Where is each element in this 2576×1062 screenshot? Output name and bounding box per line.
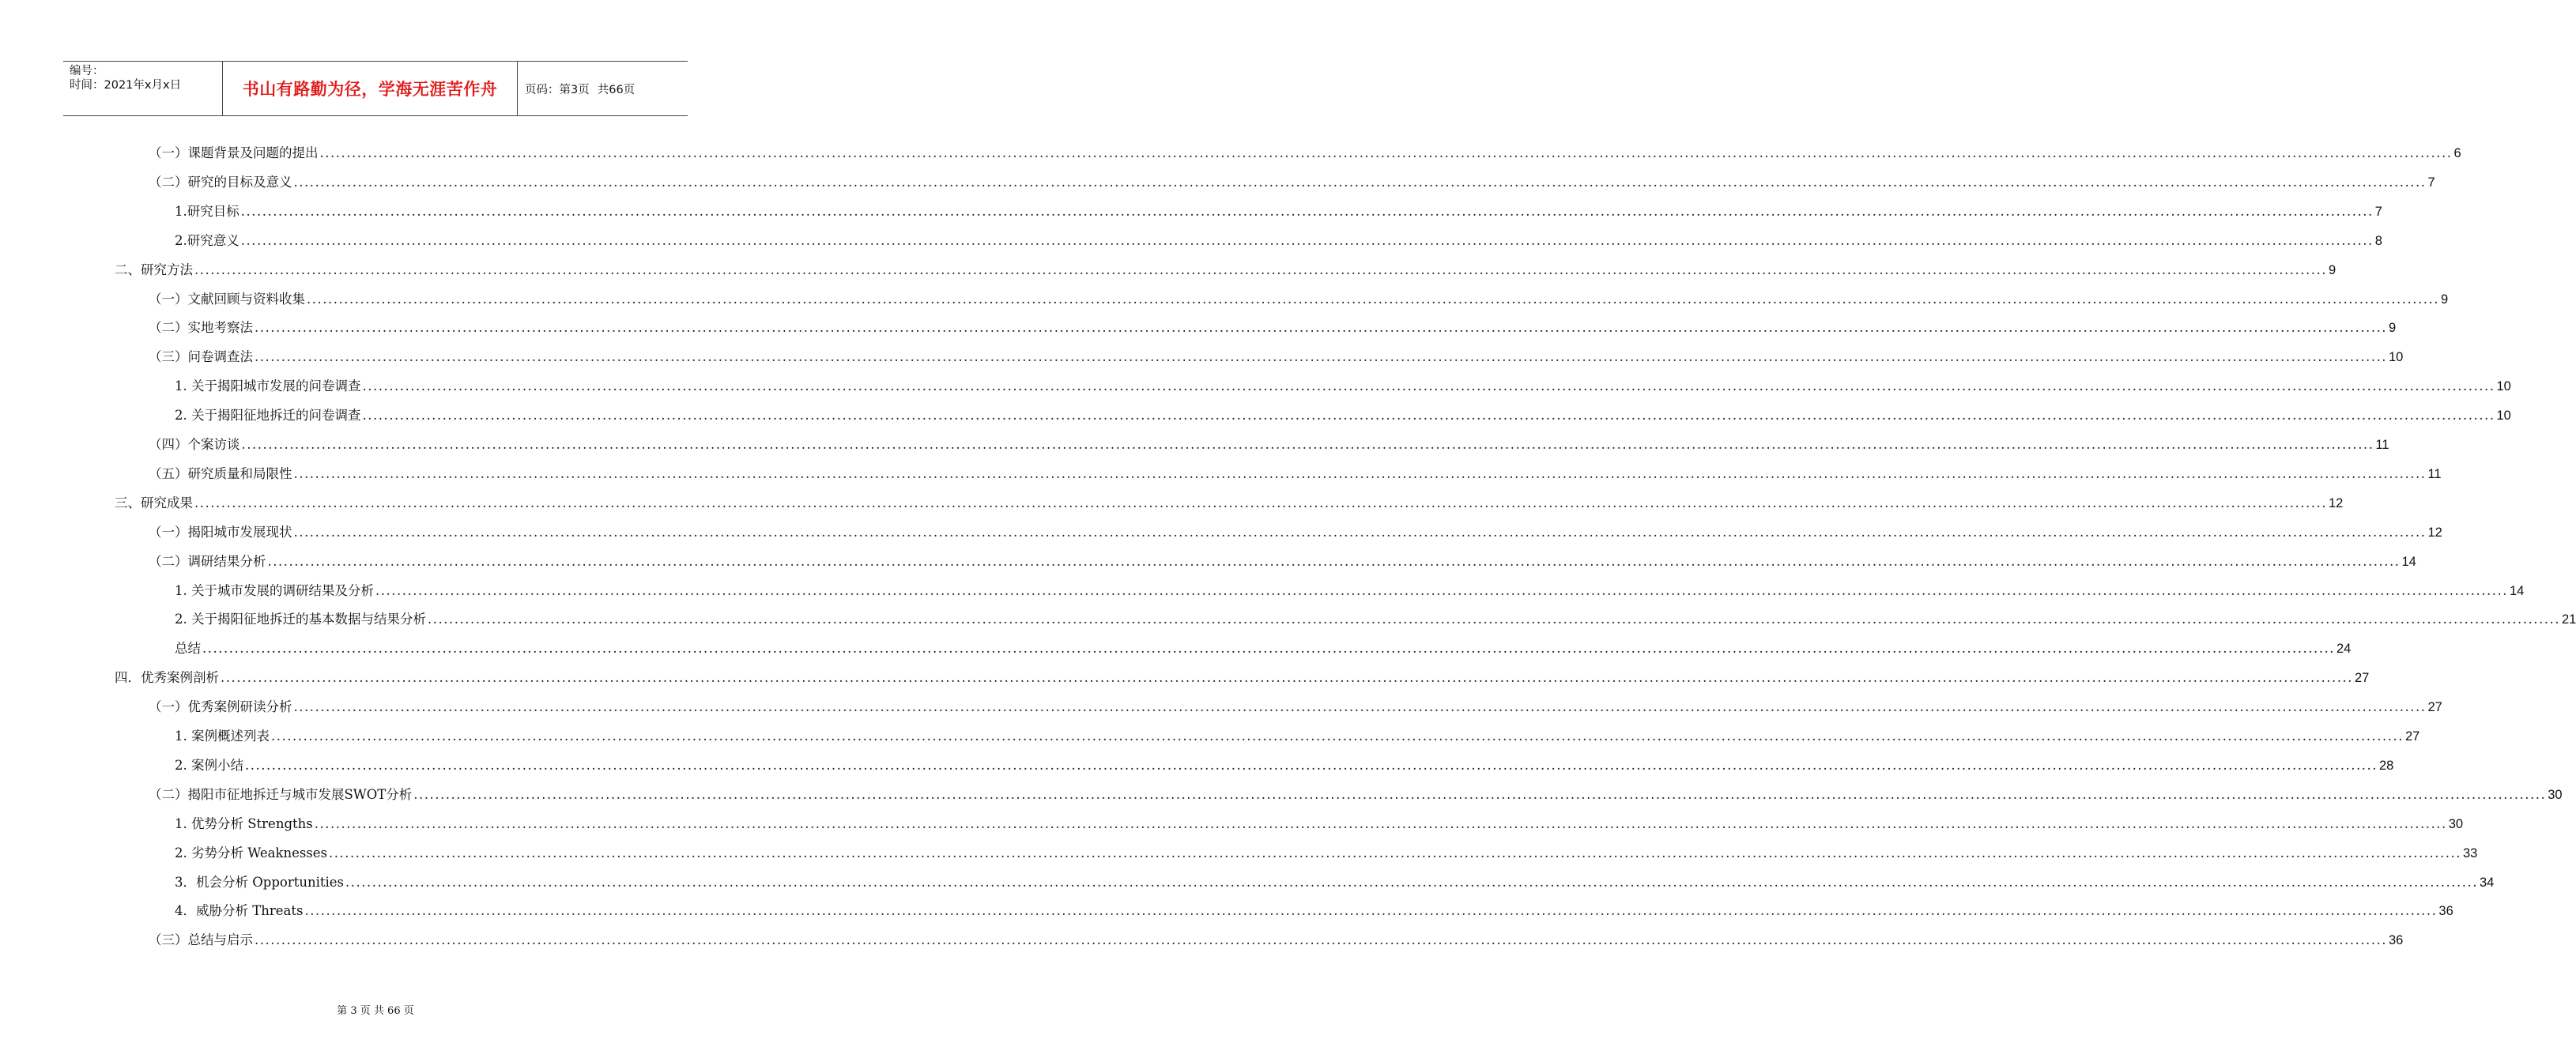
toc-entry[interactable] bbox=[175, 571, 2525, 599]
toc-entry-title: （五）研究质量和局限性 bbox=[149, 465, 292, 481]
toc-entry-title: 4．威胁分析 Threats bbox=[175, 903, 304, 919]
toc-entry-title: （一）优秀案例研读分析 bbox=[149, 699, 292, 715]
toc-entry[interactable] bbox=[115, 657, 2370, 686]
header-page-info bbox=[517, 62, 688, 115]
toc-entry-page: 14 bbox=[2509, 583, 2525, 598]
toc-entry[interactable] bbox=[149, 541, 2416, 570]
header-meta bbox=[63, 62, 223, 115]
toc-entry[interactable] bbox=[175, 891, 2453, 919]
toc-entry[interactable] bbox=[175, 862, 2495, 891]
toc-entry-title: （二）实地考察法 bbox=[149, 320, 253, 336]
toc-entry-page: 30 bbox=[2448, 816, 2464, 831]
toc-entry-page: 9 bbox=[2440, 292, 2449, 307]
toc-dot-leader: ................................................................................................................................................................................................................................................................................................................................................................................................................ bbox=[362, 378, 2495, 394]
toc-entry[interactable] bbox=[149, 774, 2563, 803]
toc-dot-leader: ................................................................................................................................................................................................................................................................................................................................................................................................................ bbox=[345, 874, 2478, 890]
toc-dot-leader: ................................................................................................................................................................................................................................................................................................................................................................................................................ bbox=[255, 349, 2387, 365]
toc-entry-page: 8 bbox=[2374, 233, 2382, 248]
toc-entry-page: 12 bbox=[2328, 495, 2344, 510]
toc-entry-page: 28 bbox=[2378, 758, 2394, 773]
toc-entry-title: （二）揭阳市征地拆迁与城市发展SWOT分析 bbox=[149, 786, 413, 802]
toc-entry[interactable] bbox=[149, 920, 2404, 948]
toc-entry[interactable] bbox=[149, 162, 2435, 190]
toc-entry-page: 30 bbox=[2548, 787, 2563, 802]
toc-dot-leader: ................................................................................................................................................................................................................................................................................................................................................................................................................ bbox=[362, 408, 2495, 424]
toc-dot-leader: ................................................................................................................................................................................................................................................................................................................................................................................................................ bbox=[314, 815, 2447, 831]
toc-dot-leader: ................................................................................................................................................................................................................................................................................................................................................................................................................ bbox=[194, 262, 2327, 277]
toc-entry-title: （四）个案访谈 bbox=[149, 437, 240, 452]
toc-entry[interactable] bbox=[175, 628, 2352, 657]
toc-entry[interactable] bbox=[175, 395, 2511, 424]
toc-entry-page: 12 bbox=[2427, 525, 2442, 540]
toc-entry[interactable] bbox=[149, 512, 2442, 540]
toc-dot-leader: ................................................................................................................................................................................................................................................................................................................................................................................................................ bbox=[304, 903, 2438, 919]
toc-dot-leader: ................................................................................................................................................................................................................................................................................................................................................................................................................ bbox=[255, 320, 2387, 336]
page-footer bbox=[0, 1002, 751, 1017]
toc-entry-page: 10 bbox=[2496, 379, 2511, 394]
toc-entry[interactable] bbox=[175, 804, 2464, 832]
toc-entry-page: 27 bbox=[2404, 729, 2420, 744]
toc-dot-leader: ................................................................................................................................................................................................................................................................................................................................................................................................................ bbox=[240, 232, 2374, 248]
toc-entry[interactable] bbox=[149, 133, 2461, 161]
toc-entry-page: 34 bbox=[2479, 875, 2495, 890]
page-label: 页码：第3页 bbox=[525, 83, 590, 96]
toc-entry-title: 1. 关于揭阳城市发展的问卷调查 bbox=[175, 378, 361, 394]
toc-dot-leader: ................................................................................................................................................................................................................................................................................................................................................................................................................ bbox=[194, 495, 2327, 510]
toc-dot-leader: ................................................................................................................................................................................................................................................................................................................................................................................................................ bbox=[329, 845, 2461, 861]
toc-entry-title: 2. 劣势分析 Weaknesses bbox=[175, 845, 328, 861]
toc-entry-title: （一）揭阳城市发展现状 bbox=[149, 524, 292, 540]
toc-entry-title: 1. 案例概述列表 bbox=[175, 729, 270, 744]
toc-entry-page: 10 bbox=[2388, 350, 2404, 365]
toc-entry-page: 14 bbox=[2401, 554, 2416, 569]
toc-entry-title: 1. 关于城市发展的调研结果及分析 bbox=[175, 582, 374, 598]
toc-entry[interactable] bbox=[175, 220, 2382, 249]
toc-entry-title: 1. 优势分析 Strengths bbox=[175, 815, 313, 831]
number-label: 编号： bbox=[70, 65, 104, 77]
toc-entry-title: 三、研究成果 bbox=[115, 495, 193, 510]
toc-entry[interactable] bbox=[175, 716, 2420, 744]
toc-entry[interactable] bbox=[149, 279, 2449, 307]
toc-dot-leader: ................................................................................................................................................................................................................................................................................................................................................................................................................ bbox=[293, 699, 2427, 715]
toc-dot-leader: ................................................................................................................................................................................................................................................................................................................................................................................................................ bbox=[202, 641, 2335, 657]
toc-dot-leader: ................................................................................................................................................................................................................................................................................................................................................................................................................ bbox=[428, 612, 2560, 627]
toc-dot-leader: ................................................................................................................................................................................................................................................................................................................................................................................................................ bbox=[241, 437, 2374, 452]
footer-page-text: 第 3 页 共 66 页 bbox=[337, 1005, 414, 1017]
toc-entry-page: 33 bbox=[2462, 845, 2478, 861]
toc-dot-leader: ................................................................................................................................................................................................................................................................................................................................................................................................................ bbox=[267, 553, 2401, 569]
toc-dot-leader: ................................................................................................................................................................................................................................................................................................................................................................................................................ bbox=[319, 145, 2453, 160]
toc-entry-title: 3．机会分析 Opportunities bbox=[175, 874, 345, 890]
toc-entry-page: 7 bbox=[2374, 204, 2382, 219]
toc-entry-title: （二）研究的目标及意义 bbox=[149, 174, 292, 190]
page-header bbox=[63, 61, 688, 116]
toc-dot-leader: ................................................................................................................................................................................................................................................................................................................................................................................................................ bbox=[293, 524, 2427, 540]
toc-entry-page: 9 bbox=[2328, 262, 2337, 277]
toc-dot-leader: ................................................................................................................................................................................................................................................................................................................................................................................................................ bbox=[240, 203, 2374, 219]
toc-entry-title: （一）课题背景及问题的提出 bbox=[149, 145, 319, 160]
toc-entry[interactable] bbox=[175, 599, 2576, 627]
toc-entry[interactable] bbox=[175, 745, 2394, 774]
toc-entry-page: 21 bbox=[2561, 612, 2576, 627]
toc-entry-title: （二）调研结果分析 bbox=[149, 553, 266, 569]
toc-entry-page: 11 bbox=[2375, 438, 2389, 452]
toc-dot-leader: ................................................................................................................................................................................................................................................................................................................................................................................................................ bbox=[293, 465, 2427, 481]
toc-entry-title: 1.研究目标 bbox=[175, 203, 239, 219]
toc-dot-leader: ................................................................................................................................................................................................................................................................................................................................................................................................................ bbox=[375, 582, 2508, 598]
toc-entry[interactable] bbox=[149, 337, 2404, 365]
toc-entry[interactable] bbox=[175, 366, 2511, 394]
toc-entry-page: 7 bbox=[2427, 175, 2435, 190]
toc-entry-title: 2. 关于揭阳征地拆迁的基本数据与结果分析 bbox=[175, 612, 426, 627]
toc-entry-page: 11 bbox=[2427, 466, 2442, 481]
toc-entry-page: 9 bbox=[2388, 321, 2397, 336]
toc-entry-title: 四．优秀案例剖析 bbox=[115, 670, 219, 686]
toc-dot-leader: ................................................................................................................................................................................................................................................................................................................................................................................................................ bbox=[293, 174, 2427, 190]
toc-entry[interactable] bbox=[149, 424, 2389, 453]
toc-entry-page: 10 bbox=[2496, 409, 2511, 424]
toc-dot-leader: ................................................................................................................................................................................................................................................................................................................................................................................................................ bbox=[413, 786, 2547, 802]
toc-dot-leader: ................................................................................................................................................................................................................................................................................................................................................................................................................ bbox=[307, 291, 2439, 307]
toc-entry-title: 总结 bbox=[175, 641, 201, 657]
toc-entry-title: （一）文献回顾与资料收集 bbox=[149, 291, 305, 307]
toc-entry[interactable] bbox=[175, 191, 2382, 220]
toc-dot-leader: ................................................................................................................................................................................................................................................................................................................................................................................................................ bbox=[245, 757, 2378, 773]
header-motto: 书山有路勤为径，学海无涯苦作舟 bbox=[223, 62, 518, 115]
toc-entry-title: 二、研究方法 bbox=[115, 262, 193, 277]
toc-entry[interactable] bbox=[175, 833, 2478, 861]
toc-entry[interactable] bbox=[115, 250, 2337, 278]
toc-dot-leader: ................................................................................................................................................................................................................................................................................................................................................................................................................ bbox=[255, 932, 2387, 948]
toc-entry-page: 24 bbox=[2336, 642, 2352, 657]
toc-entry-title: 2.研究意义 bbox=[175, 232, 239, 248]
time-label: 时间：2021年x月x日 bbox=[70, 79, 182, 92]
toc-entry-page: 27 bbox=[2427, 700, 2442, 715]
toc-entry-page: 27 bbox=[2354, 671, 2370, 686]
toc-entry-title: （三）问卷调查法 bbox=[149, 349, 253, 365]
toc-entry-page: 36 bbox=[2438, 904, 2453, 919]
total-label: 共66页 bbox=[597, 83, 636, 96]
toc-entry[interactable] bbox=[149, 687, 2442, 715]
toc-entry[interactable] bbox=[149, 454, 2442, 482]
toc-entry-page: 36 bbox=[2388, 933, 2404, 948]
toc-entry[interactable] bbox=[115, 483, 2344, 511]
toc-entry-title: 2. 案例小结 bbox=[175, 757, 243, 773]
toc-entry-page: 6 bbox=[2453, 146, 2461, 160]
toc-entry-title: 2. 关于揭阳征地拆迁的问卷调查 bbox=[175, 408, 361, 424]
toc-entry-title: （三）总结与启示 bbox=[149, 932, 253, 948]
toc-entry[interactable] bbox=[149, 307, 2397, 336]
toc-dot-leader: ................................................................................................................................................................................................................................................................................................................................................................................................................ bbox=[221, 670, 2353, 686]
toc-dot-leader: ................................................................................................................................................................................................................................................................................................................................................................................................................ bbox=[271, 729, 2404, 744]
